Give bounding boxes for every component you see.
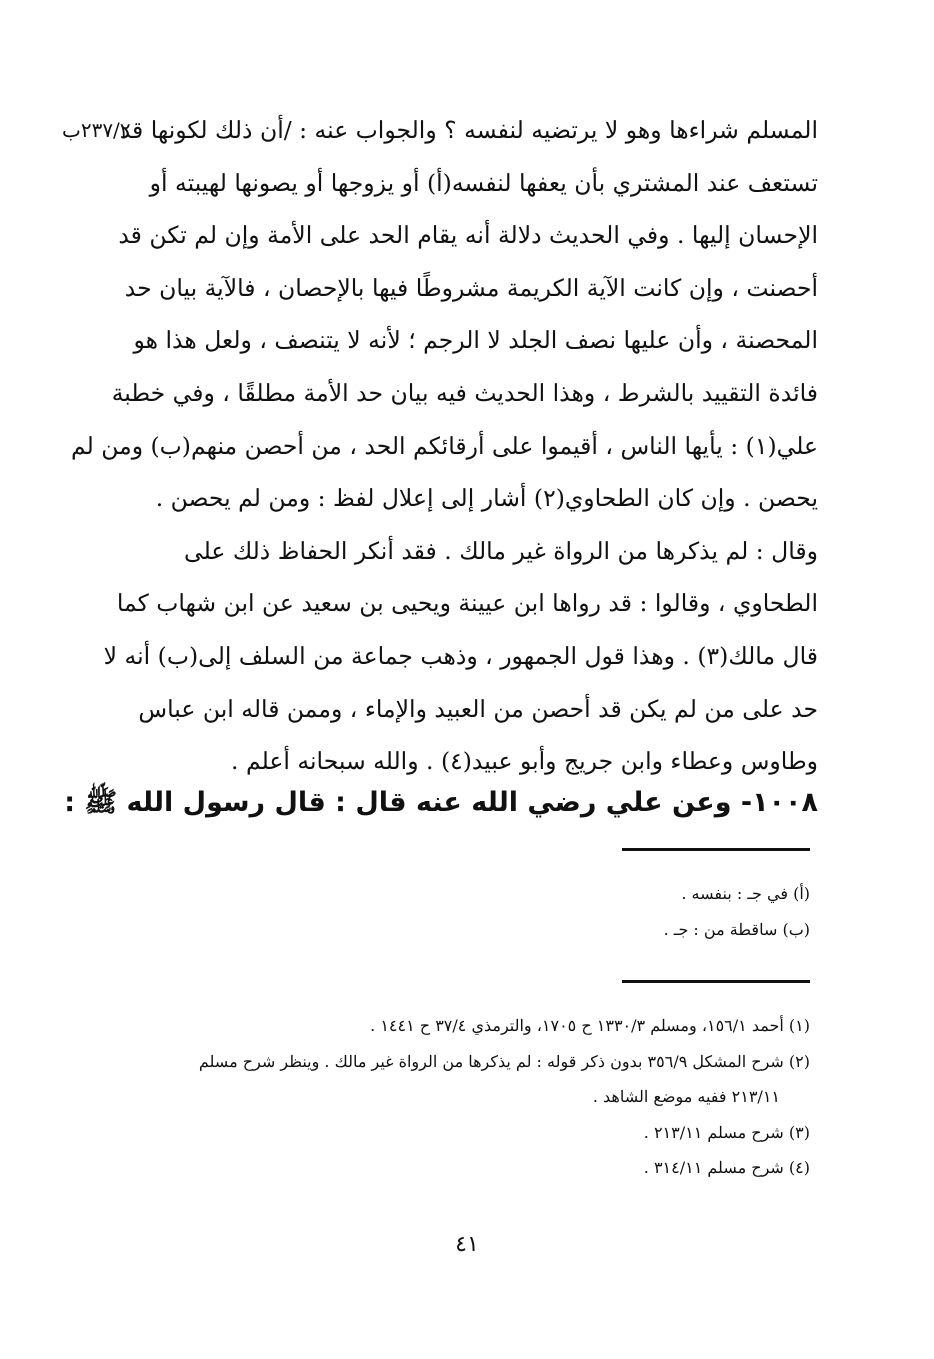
text-line: وقال : لم يذكرها من الرواة غير مالك . فقد أنكر الحفاظ ذلك على [183,536,818,565]
text-line: الإحسان إليها . وفي الحديث دلالة أنه يقام الحد على الأمة وإن لم تكن قد [118,221,818,250]
text-line: وطاوس وعطاء وابن جريج وأبو عبيد(٤) . والله سبحانه أعلم . [231,747,818,776]
text-line: فائدة التقييد بالشرط ، وهذا الحديث فيه بيان حد الأمة مطلقًا ، وفي خطبة [111,378,818,407]
footnote: (٤) شرح مسلم ٣١٤/١١ . [643,1158,810,1177]
footnote-divider [622,848,810,851]
text-line: المسلم شراءها وهو لا يرتضيه لنفسه ؟ والجواب عنه : /أن ذلك لكونها قد [119,116,818,144]
text-line: أحصنت ، وإن كانت الآية الكريمة مشروطًا فيها بالإحصان ، فالآية بيان حد [124,273,818,302]
text-line: علي(١) : يأيها الناس ، أقيموا على أرقائكم الحد ، من أحصن منهم(ب) ومن لم [70,431,818,460]
variant-notes [150,876,810,948]
footnote: (١) أحمد ١٥٦/١، ومسلم ١٣٣٠/٣ ح ١٧٠٥، والترمذي ٣٧/٤ ح ١٤٤١ . [370,1016,810,1035]
footnote-divider [622,980,810,983]
hadith-heading: ١٠٠٨- وعن علي رضي الله عنه قال : قال رسول الله ﷺ : [64,787,818,818]
footnotes [130,1008,810,1186]
text-line: قال مالك(٣) . وهذا قول الجمهور ، وذهب جماعة من السلف إلى(ب) أنه لا [103,641,818,670]
text-line: حد على من لم يكن قد أحصن من العبيد والإماء ، وممن قاله ابن عباس [138,694,818,723]
text-line: تستعف عند المشتري بأن يعفها لنفسه(أ) أو يزوجها أو يصونها لهيبته أو [149,168,818,197]
text-line: الطحاوي ، وقالوا : قد رواها ابن عيينة ويحيى بن سعيد عن ابن شهاب كما [116,589,818,618]
margin-manuscript-reference: ٢٣٧/٢ب [62,118,131,142]
footnote: (٣) شرح مسلم ٢١٣/١١ . [643,1122,810,1142]
footnote-continuation: ٢١٣/١١ ففيه موضع الشاهد . [592,1087,780,1106]
variant-note: (ب) ساقطة من : جـ . [663,920,810,939]
variant-note: (أ) في جـ : بنفسه . [681,884,810,903]
footnote: (٢) شرح المشكل ٣٥٦/٩ بدون ذكر قوله : لم يذكرها من الرواة غير مالك . وينظر شرح مسلم [198,1051,810,1071]
text-line: المحصنة ، وأن عليها نصف الجلد لا الرجم ؛ لأنه لا يتنصف ، ولعل هذا هو [133,326,818,355]
page-number: ٤١ [455,1232,479,1257]
text-line: يحصن . وإن كان الطحاوي(٢) أشار إلى إعلال لفظ : ومن لم يحصن . [155,484,818,513]
